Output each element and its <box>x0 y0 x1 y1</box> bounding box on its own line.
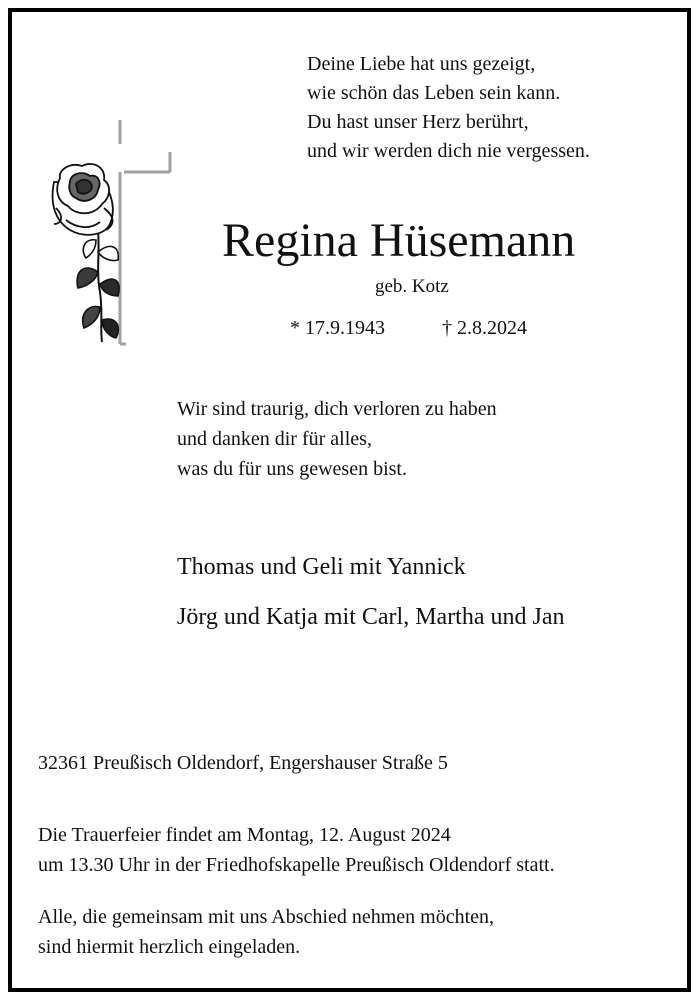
mourners-list <box>177 542 565 642</box>
invitation-line: Alle, die gemeinsam mit uns Abschied nehmen möchten, <box>38 906 495 928</box>
family-address: 32361 Preußisch Oldendorf, Engershauser Straße 5 <box>38 752 448 774</box>
rose-with-cross-icon <box>40 112 180 352</box>
verse-line: Deine Liebe hat uns gezeigt, <box>307 53 536 75</box>
opening-verse <box>307 50 590 166</box>
deceased-name: Regina Hüsemann <box>222 214 576 267</box>
cross-icon <box>120 120 170 344</box>
rose-bloom-icon <box>53 164 113 235</box>
mourner-entry: Jörg und Katja mit Carl, Martha und Jan <box>177 604 565 630</box>
obituary-card <box>8 8 691 992</box>
verse-line: wie schön das Leben sein kann. <box>307 82 561 104</box>
birth-name: geb. Kotz <box>375 276 449 297</box>
verse-line: Wir sind traurig, dich verloren zu haben <box>177 398 497 420</box>
life-dates <box>290 317 527 340</box>
service-line: Die Trauerfeier findet am Montag, 12. August 2024 <box>38 824 451 846</box>
farewell-verse <box>177 394 497 484</box>
funeral-service-notice <box>38 820 555 880</box>
verse-line: Du hast unser Herz berührt, <box>307 111 529 133</box>
mourner-entry: Thomas und Geli mit Yannick <box>177 554 466 580</box>
verse-line: was du für uns gewesen bist. <box>177 458 407 480</box>
service-line: um 13.30 Uhr in der Friedhofskapelle Preußisch Oldendorf statt. <box>38 854 555 876</box>
death-date: † 2.8.2024 <box>442 317 527 339</box>
verse-line: und wir werden dich nie vergessen. <box>307 140 590 162</box>
invitation-notice <box>38 902 494 962</box>
birth-date: * 17.9.1943 <box>290 317 385 339</box>
verse-line: und danken dir für alles, <box>177 428 372 450</box>
invitation-line: sind hiermit herzlich eingeladen. <box>38 936 301 958</box>
